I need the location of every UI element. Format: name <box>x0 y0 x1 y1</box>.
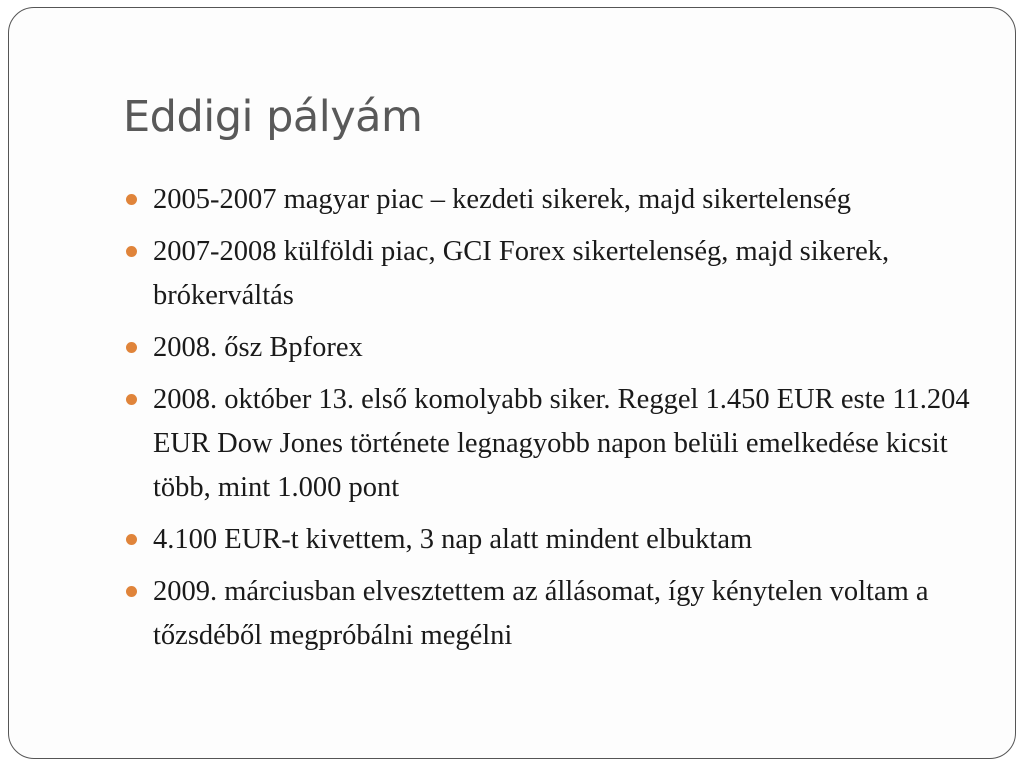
bullet-text: 4.100 EUR-t kivettem, 3 nap alatt mindent elbuktam <box>153 524 753 555</box>
bullet-item <box>123 378 983 510</box>
bullet-item <box>123 326 983 370</box>
bullet-item <box>123 178 983 222</box>
bullet-text: 2008. október 13. első komolyabb siker. Reggel 1.450 EUR este 11.204 EUR Dow Jones története legnagyobb napon belüli emelkedése kicsit több, mint 1.000 pont <box>153 384 970 503</box>
bullet-text: 2005-2007 magyar piac – kezdeti sikerek, majd sikertelenség <box>153 184 852 215</box>
bullet-text: 2007-2008 külföldi piac, GCI Forex sikertelenség, majd sikerek, brókerváltás <box>153 236 890 311</box>
bullet-dot-icon <box>126 534 137 545</box>
bullet-text: 2008. ősz Bpforex <box>153 332 363 363</box>
slide-title: Eddigi pályám <box>123 92 423 142</box>
bullet-dot-icon <box>126 394 137 405</box>
slide <box>8 7 1016 759</box>
bullet-dot-icon <box>126 246 137 257</box>
bullet-text: 2009. márciusban elvesztettem az állásomat, így kénytelen voltam a tőzsdéből megpróbálni megélni <box>153 576 929 651</box>
bullet-list <box>123 178 983 666</box>
bullet-dot-icon <box>126 342 137 353</box>
bullet-dot-icon <box>126 586 137 597</box>
bullet-item <box>123 230 983 318</box>
bullet-dot-icon <box>126 194 137 205</box>
bullet-item <box>123 570 983 658</box>
bullet-item <box>123 518 983 562</box>
